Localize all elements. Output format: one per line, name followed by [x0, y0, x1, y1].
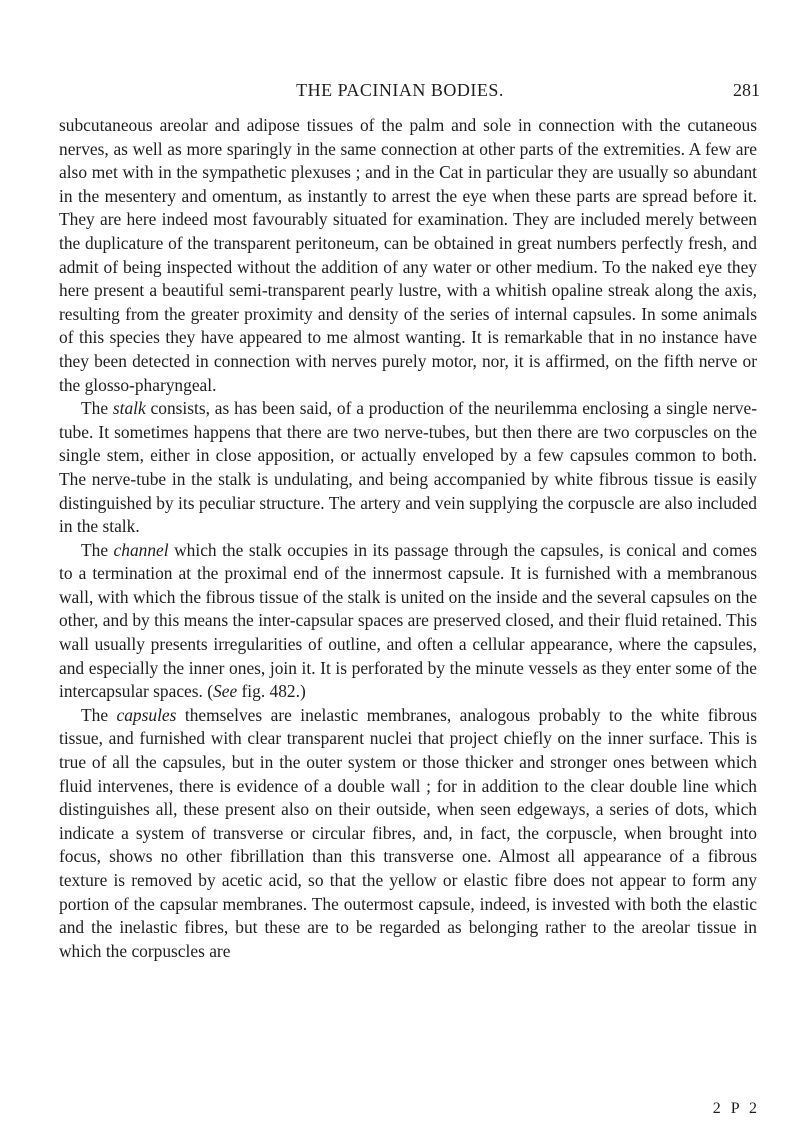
text-run: themselves are inelastic membranes, analogous probably to the white fibrous tissue, and furnished with clear transparent nuclei that project chiefly on the inner surface. This is true of all the capsules, but in the outer system or those thicker and stronger ones between which fluid intervenes, there is evidence of a double wall ; for in addition to the clear double line which distinguishes all, these present also on their outside, when seen edgeways, a series of dots, which indicate a system of transverse or circular fibres, and, in fact, the corpuscle, when brought into focus, shows no other fibrillation than this transverse one. Almost all appearance of a fibrous texture is removed by acetic acid, so that the yellow or elastic fibre does not appear to form any portion of the capsular membranes. The outermost capsule, indeed, is invested with both the elastic and the inelastic fibres, but these are to be regarded as belonging rather to the areolar tissue in which the corpuscles are — [59, 704, 757, 961]
text-run: The — [81, 398, 113, 419]
italic-see: See — [213, 681, 238, 702]
text-run: subcutaneous areolar and adipose tissues of the palm and sole in connection with the cutaneous nerves, as well as more sparingly in the same connection at other parts of the extremities. A few are also met with in the sympathetic plexuses ; and in the Cat in particular they are usually so abundant in the mesentery and omentum, as instantly to arrest the eye when these parts are spread before it. They are here indeed most favourably situated for examination. They are included merely between the duplicature of the transparent peritoneum, can be obtained in great numbers perfectly fresh, and admit of being inspected without the addition of any water or other medium. To the naked eye they here present a beautiful semi-transparent pearly lustre, with a whitish opaline streak along the axis, resulting from the greater proximity and density of the series of internal capsules. In some animals of this species they have appeared to me almost wanting. It is remarkable that in no instance have they been detected in connection with nerves purely motor, nor, it is affirmed, on the fifth nerve or the glosso-pharyngeal. — [59, 115, 757, 395]
figure-reference: fig. 482.) — [237, 681, 306, 702]
running-header — [40, 80, 760, 104]
text-run: consists, as has been said, of a production of the neurilemma enclosing a single nerve-tube. It sometimes happens that there are two nerve-tubes, but then there are two corpuscles on the single stem, either in close apposition, or actually enveloped by a few capsules common to both. The nerve-tube in the stalk is undulating, and being accompanied by white fibrous tissue is easily distinguished by its peculiar structure. The artery and vein supplying the corpuscle are also included in the stalk. — [59, 398, 757, 537]
text-run: which the stalk occupies in its passage through the capsules, is conical and comes to a termination at the proximal end of the innermost capsule. It is furnished with a membranous wall, with which the fibrous tissue of the stalk is united on the inside and the several capsules on the other, and by this means the inter-capsular spaces are preserved closed, and their fluid retained. This wall usually presents irregularities of outline, and often a cellular appearance, where the capsules, and especially the inner ones, join it. It is perforated by the minute vessels as they enter some of the intercapsular spaces. ( — [59, 539, 758, 702]
page-number: 281 — [733, 80, 760, 100]
paragraph-stalk — [59, 397, 757, 539]
italic-term-capsules: capsules — [116, 704, 177, 725]
text-run: The — [81, 539, 114, 560]
italic-term-channel: channel — [113, 539, 169, 560]
paragraph-capsules — [59, 704, 757, 964]
paragraph-channel — [59, 539, 757, 704]
signature-mark: 2 P 2 — [712, 1100, 760, 1117]
italic-term-stalk: stalk — [112, 398, 146, 419]
running-title: THE PACINIAN BODIES. — [296, 80, 504, 100]
body-text — [59, 114, 757, 963]
paragraph-continuation — [59, 114, 757, 397]
text-run: The — [81, 704, 117, 725]
